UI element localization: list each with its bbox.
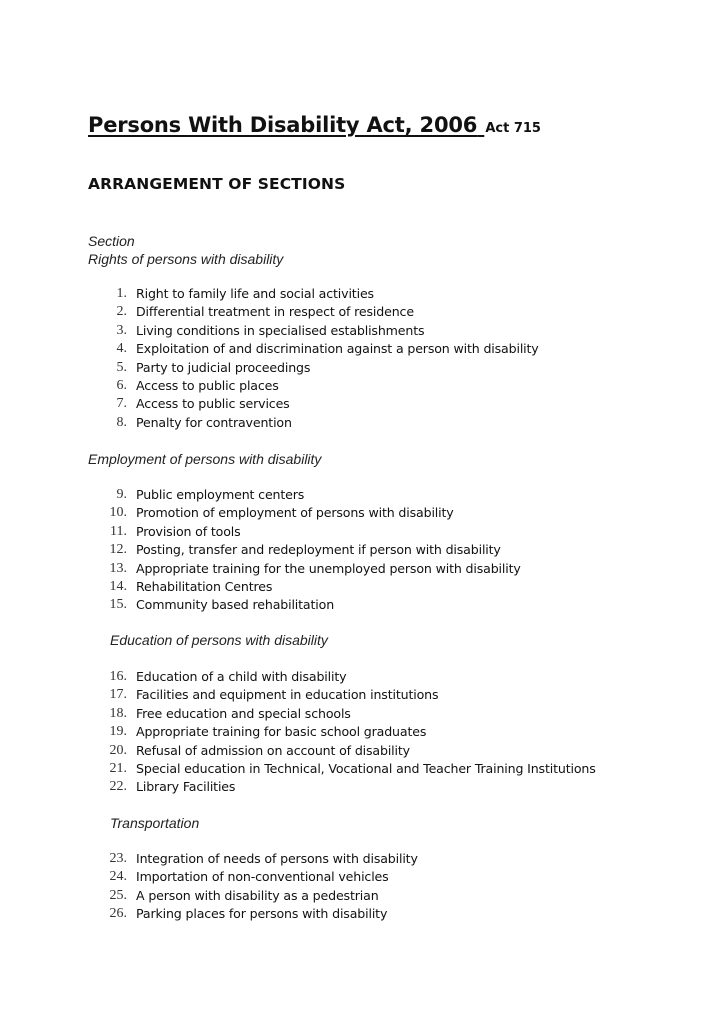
document-title [88, 113, 541, 137]
section-label: Section [88, 233, 135, 249]
arrangement-heading: ARRANGEMENT OF SECTIONS [88, 175, 346, 193]
group-heading-rights: Rights of persons with disability [88, 251, 284, 267]
act-title: Persons With Disability Act, 2006 [88, 113, 478, 137]
group-heading-transportation: Transportation [110, 815, 200, 831]
group-heading-employment: Employment of persons with disability [88, 451, 322, 467]
act-number: Act 715 [485, 121, 541, 136]
group-heading-education: Education of persons with disability [110, 632, 328, 648]
